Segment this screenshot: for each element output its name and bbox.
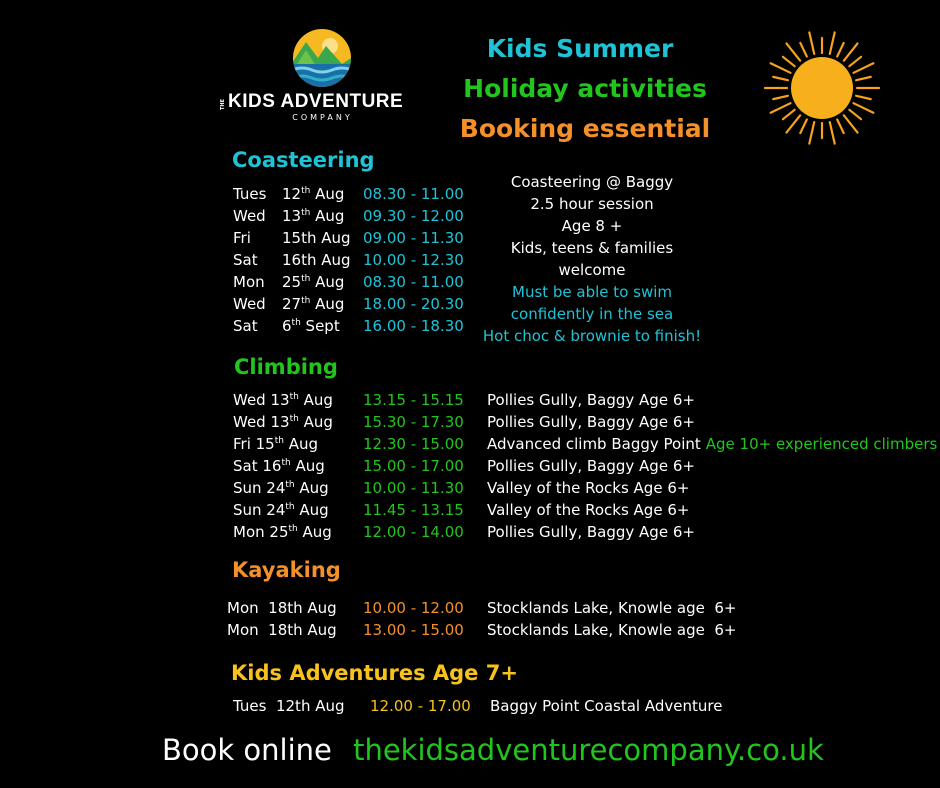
coasteering-info-line: 2.5 hour session xyxy=(530,195,654,213)
climbing-heading: Climbing xyxy=(234,355,338,379)
sun-ray xyxy=(773,77,788,80)
session-date xyxy=(282,295,344,313)
session-location: Stocklands Lake, Knowle age 6+ xyxy=(487,621,737,639)
climbing-row xyxy=(233,457,933,479)
sun-ray xyxy=(800,43,807,57)
location-text: Pollies Gully, Baggy Age 6+ xyxy=(487,523,695,541)
sun-ray xyxy=(771,63,791,73)
session-time: 15.30 - 17.30 xyxy=(363,413,464,431)
logo-name: KIDS ADVENTURE xyxy=(228,91,404,112)
footer xyxy=(162,733,824,767)
sun-ray xyxy=(837,120,844,134)
sun-icon xyxy=(762,28,882,148)
date-month: Aug xyxy=(310,207,345,225)
session-date: Mon 18th Aug xyxy=(227,621,337,639)
sun-ray xyxy=(809,32,814,53)
session-location xyxy=(487,457,695,475)
session-location xyxy=(487,435,937,453)
session-date xyxy=(282,207,344,225)
session-date xyxy=(282,251,351,269)
sun-ray xyxy=(786,115,800,132)
session-location xyxy=(487,413,695,431)
location-text: Pollies Gully, Baggy Age 6+ xyxy=(487,391,695,409)
coasteering-row xyxy=(233,273,473,295)
date-month: Aug xyxy=(290,457,325,475)
session-time: 13.15 - 15.15 xyxy=(363,391,464,409)
session-day: Sat xyxy=(233,251,258,269)
date-suffix: th xyxy=(301,274,311,284)
session-time: 12.00 - 14.00 xyxy=(363,523,464,541)
coasteering-info xyxy=(472,171,712,347)
date-month: Aug xyxy=(283,435,319,453)
session-date: Tues 12th Aug xyxy=(233,697,345,715)
date-month: Aug xyxy=(310,295,345,313)
sun-ray xyxy=(830,32,835,53)
climbing-row xyxy=(233,391,933,413)
logo-small-text: THE xyxy=(220,98,226,110)
date-month: Aug xyxy=(294,501,329,519)
coasteering-note-line: Must be able to swim xyxy=(512,283,672,301)
date-suffix: th xyxy=(288,524,298,534)
date-prefix: Sun 24 xyxy=(233,501,286,519)
coasteering-row xyxy=(233,317,473,339)
location-extra: Age 10+ experienced climbers xyxy=(705,435,938,453)
coasteering-row xyxy=(233,207,473,229)
session-location xyxy=(487,391,695,409)
sun-ray xyxy=(773,96,788,99)
date-number: 12 xyxy=(282,185,302,203)
sun-ray xyxy=(856,96,871,99)
coasteering-info-line: Kids, teens & families xyxy=(510,239,674,257)
session-day: Wed xyxy=(233,207,266,225)
date-number: 6 xyxy=(282,317,292,335)
date-number: 27 xyxy=(282,295,302,313)
date-number: 13 xyxy=(282,207,302,225)
kayaking-heading: Kayaking xyxy=(232,558,341,582)
location-text: Pollies Gully, Baggy Age 6+ xyxy=(487,457,695,475)
sun-ray xyxy=(854,103,874,113)
sun-ray xyxy=(783,57,795,66)
kids-adventures-heading: Kids Adventures Age 7+ xyxy=(231,661,518,685)
date-prefix: Sat 16 xyxy=(233,457,282,475)
sun-ray xyxy=(856,77,871,80)
session-date xyxy=(233,457,325,475)
session-time: 18.00 - 20.30 xyxy=(363,295,464,313)
session-time: 10.00 - 12.00 xyxy=(363,599,464,617)
location-text: Valley of the Rocks Age 6+ xyxy=(487,479,690,497)
date-suffix: th xyxy=(285,502,295,512)
session-day: Wed xyxy=(233,295,266,313)
coasteering-row xyxy=(233,185,473,207)
session-date xyxy=(282,185,344,203)
session-day: Tues xyxy=(233,185,267,203)
session-time: 13.00 - 15.00 xyxy=(363,621,464,639)
coasteering-info-line: Coasteering @ Baggy xyxy=(510,173,674,191)
logo-company: COMPANY xyxy=(292,113,353,122)
session-date xyxy=(282,229,351,247)
session-time: 15.00 - 17.00 xyxy=(363,457,464,475)
date-prefix: Mon 25 xyxy=(233,523,289,541)
session-time: 12.00 - 17.00 xyxy=(370,697,471,715)
book-online-label: Book online xyxy=(162,733,332,767)
date-prefix: Sun 24 xyxy=(233,479,286,497)
session-date xyxy=(282,317,340,335)
sun-ray xyxy=(771,103,791,113)
date-suffix: th xyxy=(301,208,311,218)
title-line1: Kids Summer xyxy=(486,34,674,63)
coasteering-row xyxy=(233,295,473,317)
coasteering-note-line: confidently in the sea xyxy=(510,305,674,323)
date-month: Aug xyxy=(310,185,345,203)
date-suffix: th xyxy=(285,480,295,490)
climbing-row xyxy=(233,413,933,435)
session-time: 11.45 - 13.15 xyxy=(363,501,464,519)
kids-adventure-row xyxy=(233,697,753,719)
date-number: 25 xyxy=(282,273,302,291)
session-time: 09.00 - 11.30 xyxy=(363,229,464,247)
session-day: Mon xyxy=(233,273,265,291)
date-prefix: Wed 13 xyxy=(233,391,290,409)
climbing-row xyxy=(233,435,938,457)
session-location xyxy=(487,523,695,541)
title-line2: Holiday activities xyxy=(463,74,707,103)
coasteering-heading: Coasteering xyxy=(232,148,375,172)
session-date xyxy=(233,413,333,431)
date-prefix: Fri 15 xyxy=(233,435,275,453)
session-date xyxy=(233,501,329,519)
session-time: 10.00 - 11.30 xyxy=(363,479,464,497)
website-link[interactable]: thekidsadventurecompany.co.uk xyxy=(353,733,824,767)
sun-ray xyxy=(830,122,835,143)
title-line3: Booking essential xyxy=(459,114,711,143)
sun-ray xyxy=(783,110,795,119)
session-date xyxy=(233,435,318,453)
date-suffix: th xyxy=(289,414,299,424)
date-prefix: Wed 13 xyxy=(233,413,290,431)
session-day: Sat xyxy=(233,317,258,335)
sun-ray xyxy=(800,120,807,134)
session-location xyxy=(487,501,689,519)
session-time: 10.00 - 12.30 xyxy=(363,251,464,269)
date-month: Aug xyxy=(294,479,329,497)
session-day: Fri xyxy=(233,229,251,247)
session-date xyxy=(233,523,332,541)
date-month: Aug xyxy=(297,523,332,541)
company-logo xyxy=(220,28,425,124)
sun-ray xyxy=(786,43,800,60)
climbing-row xyxy=(233,523,933,545)
session-time: 08.30 - 11.00 xyxy=(363,273,464,291)
location-text: Valley of the Rocks Age 6+ xyxy=(487,501,690,519)
session-date xyxy=(233,391,333,409)
sun-ray xyxy=(844,115,858,132)
coasteering-row xyxy=(233,229,473,251)
coasteering-info-line: Age 8 + xyxy=(561,217,623,235)
session-date xyxy=(233,479,329,497)
date-month: Aug xyxy=(298,391,333,409)
session-location: Stocklands Lake, Knowle age 6+ xyxy=(487,599,737,617)
date-suffix: th xyxy=(291,318,301,328)
sun-ray xyxy=(844,43,858,60)
date-suffix: th xyxy=(281,458,291,468)
session-time: 08.30 - 11.00 xyxy=(363,185,464,203)
session-location xyxy=(487,479,689,497)
location-text: Pollies Gully, Baggy Age 6+ xyxy=(487,413,695,431)
location-text: Advanced climb Baggy Point xyxy=(487,435,701,453)
climbing-row xyxy=(233,479,933,501)
date-suffix: th xyxy=(301,186,311,196)
date-month: Sept xyxy=(300,317,340,335)
mountain-wave-logo-icon xyxy=(292,28,352,88)
sun-ray xyxy=(854,63,874,73)
coasteering-info-line: welcome xyxy=(558,261,626,279)
session-date: Mon 18th Aug xyxy=(227,599,337,617)
kayaking-row xyxy=(227,599,747,621)
date-month: Aug xyxy=(310,273,345,291)
sun-ray xyxy=(849,110,861,119)
date-number: 15th Aug xyxy=(282,229,351,247)
date-month: Aug xyxy=(298,413,333,431)
session-time: 12.30 - 15.00 xyxy=(363,435,464,453)
coasteering-row xyxy=(233,251,473,273)
date-number: 16th Aug xyxy=(282,251,351,269)
session-time: 16.00 - 18.30 xyxy=(363,317,464,335)
date-suffix: th xyxy=(274,436,284,446)
climbing-row xyxy=(233,501,933,523)
kayaking-row xyxy=(227,621,747,643)
coasteering-note-line: Hot choc & brownie to finish! xyxy=(482,327,702,345)
session-date xyxy=(282,273,344,291)
date-suffix: th xyxy=(301,296,311,306)
date-suffix: th xyxy=(289,392,299,402)
sun-ray xyxy=(837,43,844,57)
sun-ray xyxy=(849,57,861,66)
session-time: 09.30 - 12.00 xyxy=(363,207,464,225)
sun-ray xyxy=(809,122,814,143)
session-location: Baggy Point Coastal Adventure xyxy=(490,697,723,715)
